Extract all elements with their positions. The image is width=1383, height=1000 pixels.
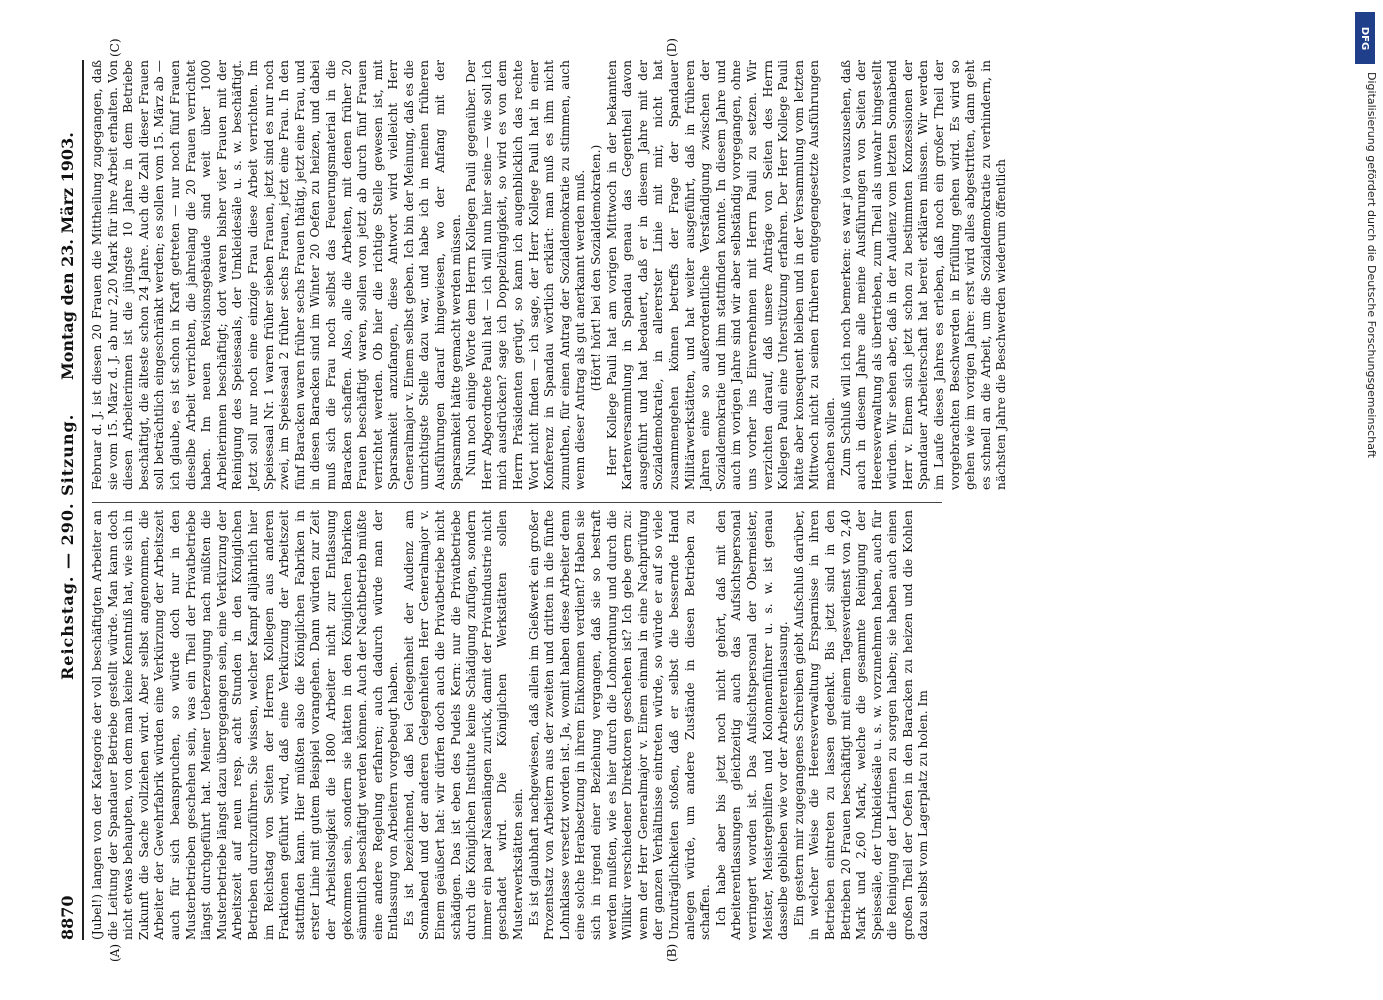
credit-text: Digitalisierung gefördert durch die Deutsche Forschungsgemeinschaft: [1365, 72, 1378, 458]
page-header: [58, 60, 80, 940]
dfg-logo: [1355, 12, 1375, 64]
page-number: 8870: [58, 895, 77, 940]
session-title: Reichstag. — 290. Sitzung.: [58, 413, 77, 680]
paragraph: Nun noch einige Worte dem Herrn Kollegen Pauli gegenüber. Der Herr Abgeordnete Pauli hat — ich will nun hier seine — wie soll ich mich ausdrücken? sage ich Doppelzüngigkeit, so wird es von dem Herrn Präsidenten gerügt, so kann ich augenblicklich das rechte Wort nicht finden — ich sage, der Herr Kollege Pauli hat in einer Konferenz in Spandau wörtlich erklärt: man muß es ihm nicht zumuthen, für einen Antrag der Sozialdemokratie zu stimmen, auch wenn dieser Antrag als gut anerkannt werden muß.: [464, 60, 588, 490]
paragraph: Es ist glaubhaft nachgewiesen, daß allein im Gießwerk ein großer Prozentsatz von Arbeitern aus der zweiten und dritten in die fünfte Lohnklasse versetzt worden ist. Ja, womit haben diese Arbeiter denn eine solche Herabsetzung in ihrem Einkommen verdient? Haben sie sich in irgend einer Beziehung vergangen, daß sie so bestraft werden mußten, wie es hier durch die Lohnordnung und durch die Willkür verschiedener Direktoren geschehen ist? Ich gebe gern zu: wenn der Herr Generalmajor v. Einem einmal in eine Nachprüfung der ganzen Verhältnisse eintreten würde, so würde er auf so viele Unzuträglichkeiten stoßen, daß er selbst die bessernde Hand anlegen würde, um andere Zustände in diesen Betrieben zu schaffen.: [526, 510, 713, 940]
paragraph: (Jubel!) langen von der Kategorie der voll beschäftigten Arbeiter an die Leitung der Spandauer Betriebe gestellt würde. Man kann doch nicht etwas behaupten, von dem man keine Kenntniß hat, wie sich in Zukunft die Sache vollziehen wird. Aber selbst angenommen, die Arbeiter der Gewehrfabrik würden eine Verkürzung der Arbeitszeit auch für sich beanspruchen, so würde doch nur in den Musterbetrieben geschehen sein, was ein Theil der Privatbetriebe längst durchgeführt hat. Meiner Ueberzeugung nach müßten die Musterbetriebe längst dazu übergegangen sein, eine Verkürzung der Arbeitszeit auf neun resp. acht Stunden in den Königlichen Betrieben durchzuführen. Sie wissen, welcher Kampf alljährlich hier im Reichstag von Seiten der Herren Kollegen aus anderen Fraktionen geführt wird, daß eine Verkürzung der Arbeitszeit stattfinden kann. Hier müßten also die Königlichen Fabriken in erster Linie mit gutem Beispiel vorangehen. Dann würden zur Zeit der Arbeitslosigkeit die 1800 Arbeiter nicht zur Entlassung gekommen sein, sondern sie hätten in den Königlichen Fabriken sämmtlich beschäftigt werden können. Auch der Nachtbetrieb müßte eine andere Regelung erfahren; auch dadurch würde man der Entlassung von Arbeitern vorgebeugt haben.: [90, 509, 401, 940]
stage-direction: (Hört! hört! bei den Sozialdemokraten.): [589, 144, 603, 392]
paragraph: Ich habe aber bis jetzt noch nicht gehört, daß mit den Arbeiterentlassungen gleichzeitig auch das Aufsichtspersonal verringert worden ist. Das Aufsichtspersonal der Obermeister, Meister, Meistergehilfen und Kolonnenführer u. s. w. ist genau dasselbe geblieben wie vor der Arbeiterentlassung.: [713, 510, 791, 940]
paragraph: Zum Schluß will ich noch bemerken: es war ja vorauszusehen, daß auch in diesem Jahre alle meine Ausführungen von Seiten der Heeresverwaltung als übertrieben, zum Theil als unwahr hingestellt würden. Wir sehen aber, daß in der Audienz vom letzten Sonnabend Herr v. Einem sich jetzt schon zu bestimmten Konzessionen der Spandauer Arbeiterschaft hat bereit erklären müssen. Wir werden im Laufe dieses Jahres es erleben, daß noch ein großer Theil der vorgebrachten Beschwerden in Erfüllung gehen wird. Es wird so gehen wie im vorigen Jahre: erst wird alles abgestritten, dann geht es schnell an die Arbeit, um die Sozialdemokratie zu verhindern, in nächsten Jahre die Beschwerden wiederum öffentlich: [838, 60, 1009, 490]
margin-marker-d: (D): [665, 38, 679, 57]
margin-marker-b: (B): [665, 943, 679, 962]
right-text-column: [90, 60, 1009, 490]
paragraph: Herr Kollege Pauli hat am vorigen Mittwoch in der bekannten Kartenversammlung in Spandau genau das Gegentheil davon ausgeführt und hat bedauert, daß er in diesem Jahre mit der Sozialdemokratie, in allererster Linie mit mir, nicht hat zusammengehen können betreffs der Frage der Spandauer Militärwerkstätten, und hat weiter ausgeführt, daß in früheren Jahren eine so außerordentliche Verständigung zwischen der Sozialdemokratie und ihm stattfinden konnte. In diesem Jahre und auch im vorigen Jahre sind wir aber selbständig vorgegangen, ohne uns vorher ins Einvernehmen mit Herrn Pauli zu setzen. Wir verzichten darauf, daß unsere Anträge von Seiten des Herrn Kollegen Pauli eine Unterstützung erfahren. Der Herr Kollege Pauli hätte aber konsequent bleiben und in der Versammlung vom letzten Mittwoch nicht zu seinen früheren entgegengesetzte Ausführungen machen sollen.: [604, 60, 837, 490]
dfg-logo-text: DFG: [1359, 26, 1371, 50]
paragraph: Februar d. J. ist diesen 20 Frauen die Mittheilung zugegangen, daß sie vom 15. März d. J. ab nur 2,20 Mark für ihre Arbeit erhalten. Von diesen Arbeiterinnen ist die jüngste 10 Jahre in dem Betriebe beschäftigt, die älteste schon 24 Jahre. Auch die Zahl dieser Frauen soll beträchtlich eingeschränkt werden; es sollen vom 15. März ab — ich glaube, es ist schon in Kraft getreten — nur noch fünf Frauen dieselbe Arbeit verrichten, die jahrelang die 20 Frauen verrichtet haben. Im neuen Revisionsgebäude sind weit über 1000 Arbeiterinnen beschäftigt; dort waren bisher vier Frauen mit der Reinigung des Speisesaals, der Umkleidesäle u. s. w. beschäftigt. Jetzt soll nur noch eine einzige Frau diese Arbeit verrichten. Im Speisesaal Nr. 1 waren früher sieben Frauen, jetzt sind es nur noch zwei, im Speisesaal 2 früher sechs Frauen, jetzt eine Frau. In den fünf Baracken waren früher sechs Frauen thätig, jetzt eine Frau, und in diesen Baracken sind im Winter 20 Oefen zu heizen, und dabei muß sich die Frau noch selbst das Feuerungsmaterial in die Baracken schaffen. Also, alle die Arbeiten, mit denen früher 20 Frauen beschäftigt waren, sollen von jetzt ab durch fünf Frauen verrichtet werden. Ob hier die richtige Stelle gewesen ist, mit Sparsamkeit anzufangen, diese Antwort wird vielleicht Herr Generalmajor v. Einem selbst geben. Ich bin der Meinung, daß es die unrichtigste Stelle dazu war, und habe ich in meinen früheren Ausführungen darauf hingewiesen, wo der Anfang mit der Sparsamkeit hätte gemacht werden müssen.: [90, 60, 463, 490]
margin-marker-c: (C): [108, 38, 122, 57]
header-rule: [82, 60, 84, 940]
digitization-credit: [1352, 6, 1378, 996]
paragraph: Ein gestern mir zugegangenes Schreiben giebt Aufschluß darüber, in welcher Weise die Heeresverwaltung Ersparnisse in ihren Betrieben eintreten zu lassen gedenkt. Bis jetzt sind in den Betrieben 20 Frauen beschäftigt mit einem Tagesverdienst von 2,40 Mark und 2,60 Mark, welche die gesammte Reinigung der Speisesäle, der Umkleidesäle u. s. w. vorzunehmen haben, auch für die Reinigung der Latrinen zu sorgen haben; sie haben auch einen großen Theil der Oefen in den Baracken zu heizen und die Kohlen dazu selbst vom Lagerplatz zu holen. Im: [791, 510, 931, 940]
session-date: Montag den 23. März 1903.: [58, 132, 77, 380]
left-text-column: [90, 510, 950, 940]
margin-marker-a: (A): [108, 943, 122, 962]
column-divider: [92, 502, 942, 503]
paragraph: Es ist bezeichnend, daß bei Gelegenheit der Audienz am Sonnabend und der anderen Gelegenheiten Herr Generalmajor v. Einem geäußert hat: wir dürfen doch auch die Privatbetriebe nicht schädigen. Das ist eben des Pudels Kern: nur die Privatbetriebe durch die Königlichen Institute keine Schädigung zufügen, sondern immer ein paar Nasenlängen zurück, damit der Privatindustrie nicht geschadet wird. Die Königlichen Werkstätten sollen Musterwerkstätten sein.: [401, 510, 526, 940]
